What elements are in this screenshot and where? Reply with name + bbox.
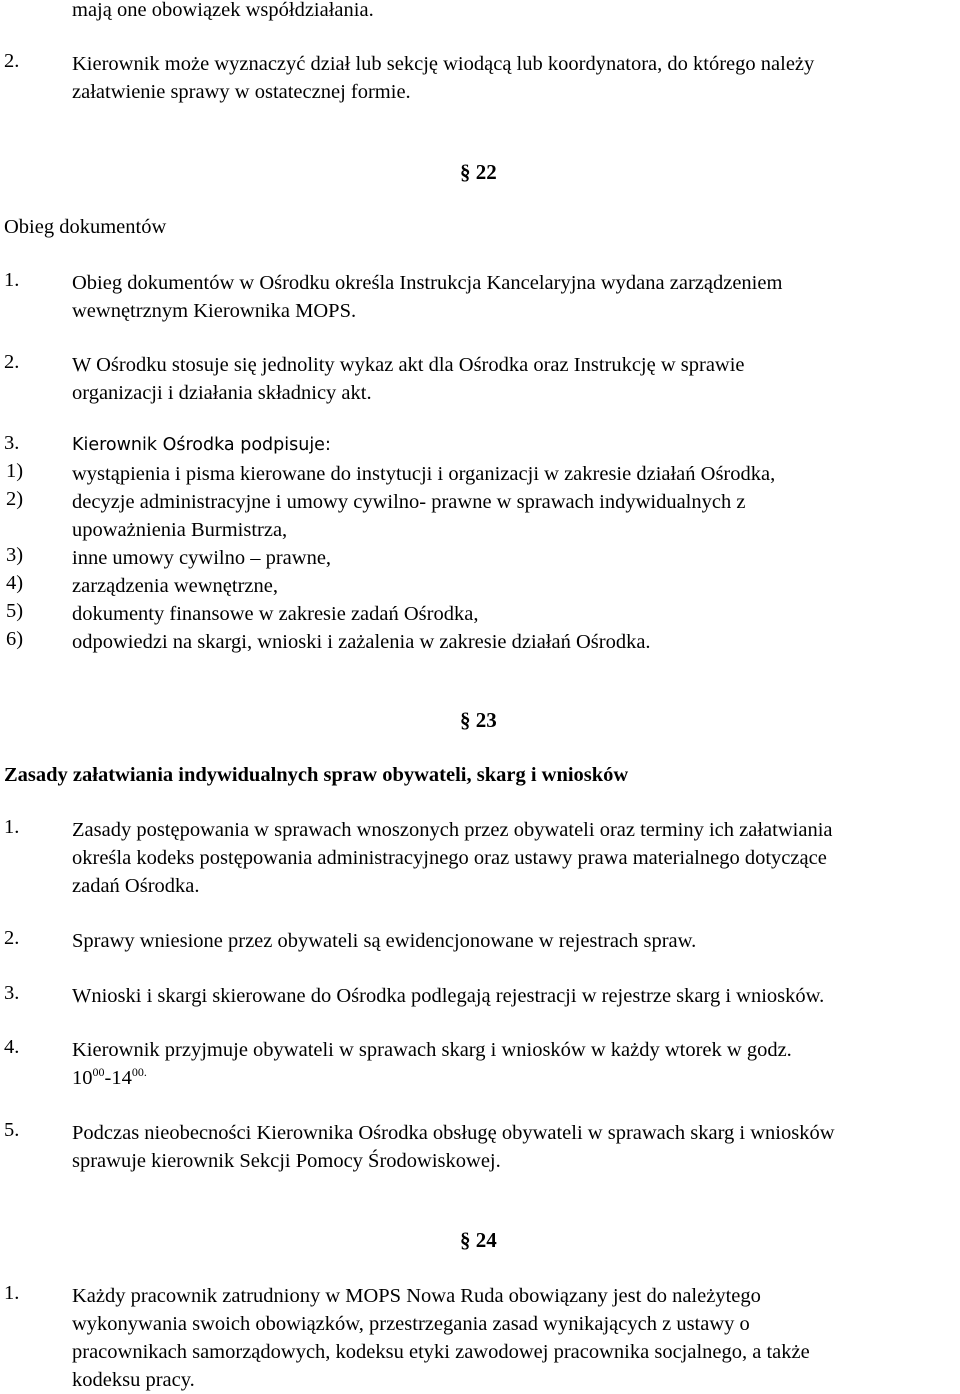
list-item bbox=[0, 982, 960, 1010]
item-text: Kierownik Ośrodka podpisuje: bbox=[72, 435, 331, 455]
list-item bbox=[0, 1282, 944, 1394]
item-text: Wnioski i skargi skierowane do Ośrodka podlegają rejestracji w rejestrze skarg i wniosków. bbox=[72, 985, 825, 1007]
section-mark: § 22 bbox=[460, 160, 497, 184]
item-number: 2. bbox=[4, 927, 20, 949]
sub-list-item: 3) inne umowy cywilno – prawne, bbox=[6, 544, 332, 569]
section-mark: § 23 bbox=[460, 708, 497, 732]
item-text: Kierownik przyjmuje obywateli w sprawach skarg i wniosków w każdy wtorek w godz. $10^{00}-14^{00.}$ bbox=[72, 1036, 954, 1092]
sub-list-item: 5) dokumenty finansowe w zakresie zadań Ośrodka, bbox=[6, 600, 479, 625]
item-number: 1. bbox=[4, 1282, 20, 1304]
paragraph-fragment: mają one obowiązek współdziałania. bbox=[72, 0, 374, 21]
item-text: Sprawy wniesione przez obywateli są ewidencjonowane w rejestrach spraw. bbox=[72, 930, 697, 952]
item-number: 5. bbox=[4, 1119, 20, 1141]
item-text: Każdy pracownik zatrudniony w MOPS Nowa Ruda obowiązany jest do należytego wykonywania swoich obowiązków, przestrzegania zasad wynikających z ustawy o pracownikach samorządowych, kodeksu etyki zawodowej pracownika socjalnego, a także kodeksu pracy. bbox=[72, 1285, 810, 1391]
item-number: 2. bbox=[4, 50, 20, 72]
item-number: 3. bbox=[4, 432, 20, 454]
item-number: 4. bbox=[4, 1036, 20, 1058]
list-item bbox=[0, 50, 940, 106]
item-number: 1. bbox=[4, 269, 20, 291]
item-text: Zasady postępowania w sprawach wnoszonych przez obywateli oraz terminy ich załatwiania określa kodeks postępowania administracyjnego oraz ustawy prawa materialnego dotyczące zadań Ośrodka. bbox=[72, 819, 833, 897]
list-item bbox=[0, 432, 944, 459]
item-text: Obieg dokumentów w Ośrodku określa Instrukcja Kancelaryjna wydana zarządzeniem wewnętrznym Kierownika MOPS. bbox=[72, 272, 783, 322]
item-text: Kierownik może wyznaczyć dział lub sekcję wiodącą lub koordynatora, do którego należy załatwienie sprawy w ostatecznej formie. bbox=[72, 53, 815, 103]
section-mark: § 24 bbox=[460, 1228, 497, 1252]
section-heading: Obieg dokumentów bbox=[4, 216, 167, 238]
list-item bbox=[0, 816, 960, 900]
list-item bbox=[0, 1036, 954, 1092]
section-heading: Zasady załatwiania indywidualnych spraw obywateli, skarg i wniosków bbox=[4, 764, 629, 786]
sub-list-item: 4) zarządzenia wewnętrzne, bbox=[6, 572, 278, 597]
list-item bbox=[0, 927, 960, 955]
sub-list-item: 6) odpowiedzi na skargi, wnioski i zażalenia w zakresie działań Ośrodka. bbox=[6, 628, 651, 653]
office-hours: $10^{00}-14^{00.}$ bbox=[72, 1065, 147, 1089]
item-number: 3. bbox=[4, 982, 20, 1004]
list-item bbox=[0, 351, 944, 407]
sub-list bbox=[0, 460, 944, 656]
list-item bbox=[0, 1119, 960, 1175]
sub-list-item: 1) wystąpienia i pisma kierowane do instytucji i organizacji w zakresie działań Ośrodka, bbox=[6, 460, 776, 485]
item-text: Podczas nieobecności Kierownika Ośrodka obsługę obywateli w sprawach skarg i wniosków sprawuje kierownik Sekcji Pomocy Środowiskowej. bbox=[72, 1122, 835, 1172]
item-number: 2. bbox=[4, 351, 20, 373]
item-number: 1. bbox=[4, 816, 20, 838]
list-item bbox=[0, 269, 944, 325]
sub-list-item: 2) decyzje administracyjne i umowy cywilno- prawne w sprawach indywidualnych z upoważnienia Burmistrza, bbox=[6, 488, 746, 541]
item-text: W Ośrodku stosuje się jednolity wykaz akt dla Ośrodka oraz Instrukcję w sprawie organizacji i działania składnicy akt. bbox=[72, 354, 745, 404]
